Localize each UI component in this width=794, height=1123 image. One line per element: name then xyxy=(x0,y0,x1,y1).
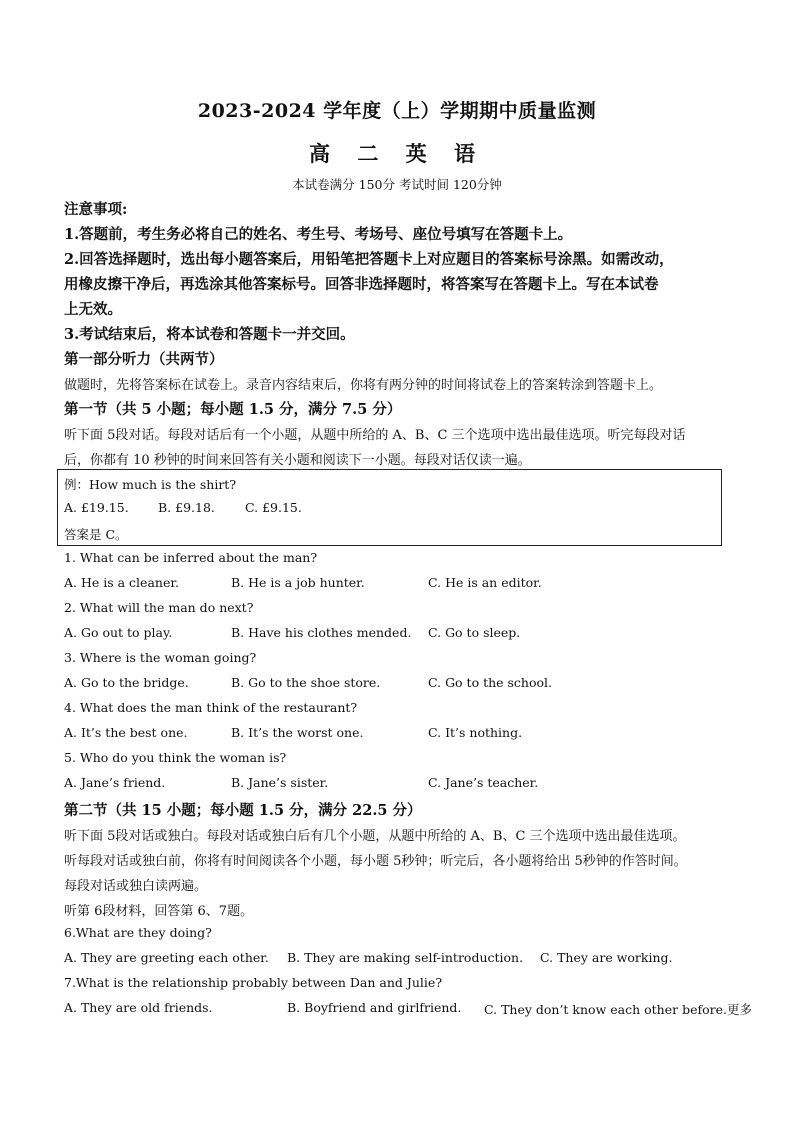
question-3: 3. Where is the woman going? xyxy=(64,650,257,665)
question-5: 5. Who do you think the woman is? xyxy=(64,750,287,765)
question-7-option-c: C. They don’t know each other before.更多 xyxy=(484,1002,752,1017)
example-option-c: C. £9.15. xyxy=(245,500,302,515)
section2-intro: 每段对话或独白读两遍。 xyxy=(64,879,208,894)
section1-intro: 后，你都有 10 秒钟的时间来回答有关小题和阅读下一小题。每段对话仅读一遍。 xyxy=(64,453,531,468)
question-6: 6.What are they doing? xyxy=(64,925,212,940)
section2-intro: 听下面 5段对话或独白。每段对话或独白后有几个小题，从题中所给的 A、B、C 三个选项中选出最佳选项。 xyxy=(64,829,686,844)
part1-heading: 第一部分听力（共两节） xyxy=(64,351,224,368)
notes-item: 3.考试结束后，将本试卷和答题卡一并交回。 xyxy=(64,326,355,343)
question-2: 2. What will the man do next? xyxy=(64,600,254,615)
question-5-option-b: B. Jane’s sister. xyxy=(231,775,329,790)
question-4: 4. What does the man think of the restaurant? xyxy=(64,700,358,715)
example-option-a: A. £19.15. xyxy=(64,500,129,515)
question-4-option-b: B. It’s the worst one. xyxy=(231,725,364,740)
question-2-option-c: C. Go to sleep. xyxy=(428,625,521,640)
section2-intro: 听每段对话或独白前，你将有时间阅读各个小题，每小题 5秒钟；听完后，各小题将给出 5秒钟的作答时间。 xyxy=(64,854,687,869)
question-2-option-b: B. Have his clothes mended. xyxy=(231,625,412,640)
notes-item: 2.回答选择题时，选出每小题答案后，用铅笔把答题卡上对应题目的答案标号涂黑。如需改动， xyxy=(64,251,674,268)
exam-meta: 本试卷满分 150分 考试时间 120分钟 xyxy=(292,177,502,192)
question-3-option-a: A. Go to the bridge. xyxy=(64,675,189,690)
question-7-option-a: A. They are old friends. xyxy=(64,1000,213,1015)
notes-item: 用橡皮擦干净后，再选涂其他答案标号。回答非选择题时，将答案写在答题卡上。写在本试卷 xyxy=(64,276,659,293)
notes-item: 1.答题前，考生务必将自己的姓名、考生号、考场号、座位号填写在答题卡上。 xyxy=(64,226,573,243)
example-question: 例：How much is the shirt? xyxy=(64,477,237,492)
question-7-option-b: B. Boyfriend and girlfriend. xyxy=(287,1000,462,1015)
question-6-option-b: B. They are making self-introduction. xyxy=(287,950,524,965)
section1-heading: 第一节（共 5 小题；每小题 1.5 分，满分 7.5 分） xyxy=(64,401,402,418)
question-4-option-a: A. It’s the best one. xyxy=(64,725,188,740)
question-1-option-b: B. He is a job hunter. xyxy=(231,575,365,590)
example-option-b: B. £9.18. xyxy=(158,500,215,515)
question-2-option-a: A. Go out to play. xyxy=(64,625,173,640)
question-3-option-c: C. Go to the school. xyxy=(428,675,553,690)
section1-intro: 听下面 5段对话。每段对话后有一个小题，从题中所给的 A、B、C 三个选项中选出最佳选项。听完每段对话 xyxy=(64,428,686,443)
question-5-option-a: A. Jane’s friend. xyxy=(64,775,166,790)
question-1-option-c: C. He is an editor. xyxy=(428,575,542,590)
part1-intro: 做题时，先将答案标在试卷上。录音内容结束后，你将有两分钟的时间将试卷上的答案转涂到答题卡上。 xyxy=(64,378,663,393)
section2-material: 听第 6段材料，回答第 6、7题。 xyxy=(64,904,254,919)
section2-heading: 第二节（共 15 小题；每小题 1.5 分，满分 22.5 分） xyxy=(64,802,422,819)
question-6-option-a: A. They are greeting each other. xyxy=(64,950,269,965)
question-1-option-a: A. He is a cleaner. xyxy=(64,575,179,590)
question-7: 7.What is the relationship probably between Dan and Julie? xyxy=(64,975,443,990)
question-3-option-b: B. Go to the shoe store. xyxy=(231,675,381,690)
question-5-option-c: C. Jane’s teacher. xyxy=(428,775,539,790)
subject-title: 高 二 英 语 xyxy=(309,141,485,166)
notes-heading: 注意事项: xyxy=(64,201,128,218)
notes-item: 上无效。 xyxy=(64,301,122,318)
exam-title: 2023-2024 学年度（上）学期期中质量监测 xyxy=(197,100,597,122)
question-6-option-c: C. They are working. xyxy=(540,950,673,965)
question-1: 1. What can be inferred about the man? xyxy=(64,550,318,565)
example-answer: 答案是 C。 xyxy=(64,527,128,542)
question-4-option-c: C. It’s nothing. xyxy=(428,725,523,740)
